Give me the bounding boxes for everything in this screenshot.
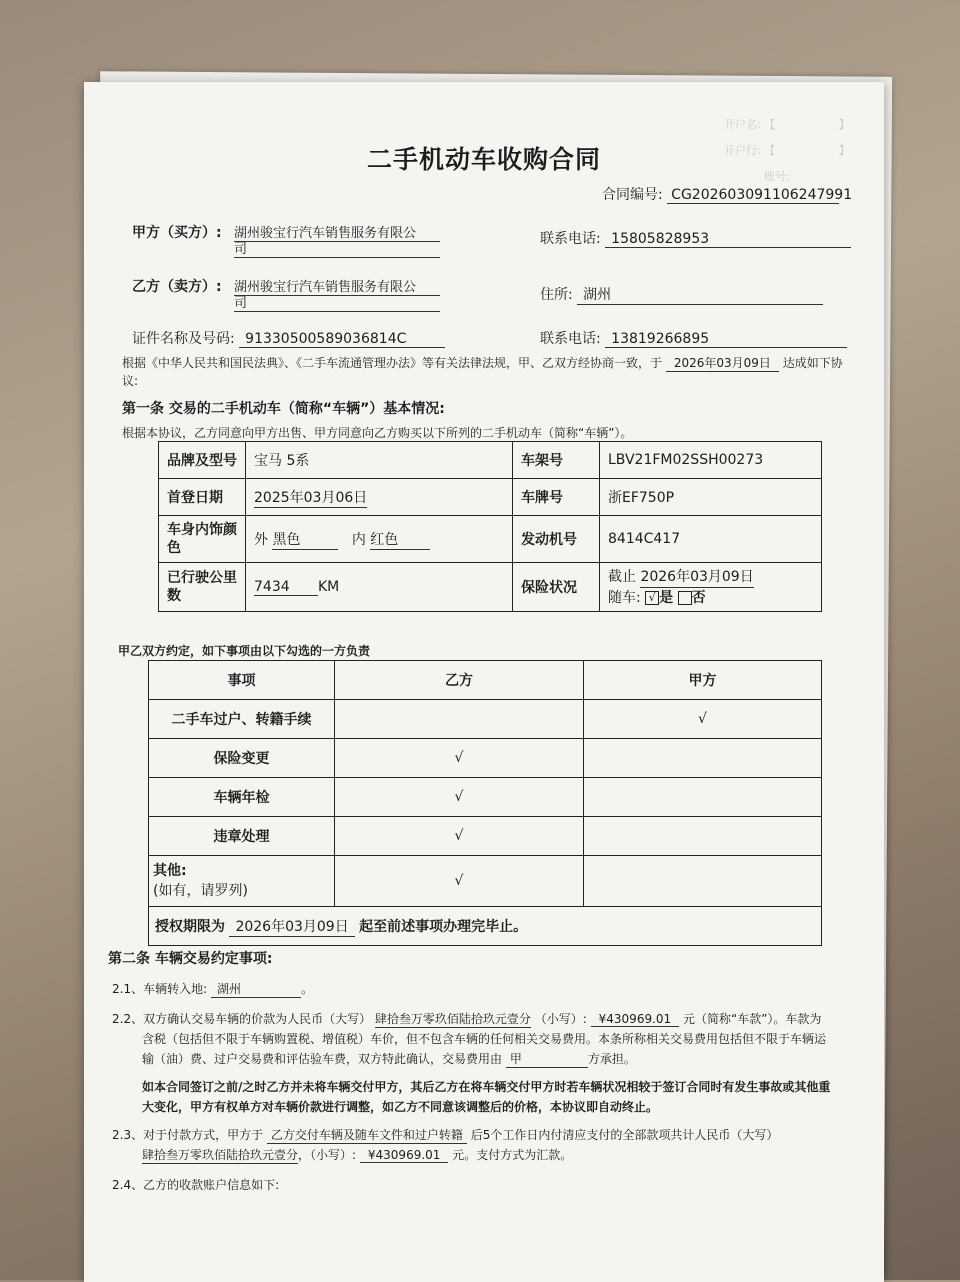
page-title: 二手机动车收购合同 — [366, 145, 601, 174]
party-a-label: 甲方（买方）: — [132, 225, 222, 241]
contract-page — [84, 82, 884, 1282]
preamble: 根据《中华人民共和国民法典》、《二手车流通管理办法》等有关法律法规，甲、乙双方经协商一致，于 2026年03月09日 达成如下协 — [122, 356, 843, 370]
vin-label: 车架号 — [513, 442, 600, 479]
brand-label: 品牌及型号 — [159, 442, 246, 479]
table-row — [149, 739, 822, 778]
table-row — [159, 479, 822, 516]
resp-item: 车辆年检 — [149, 778, 335, 817]
vehicle-info-table — [158, 441, 822, 612]
table-row — [159, 516, 822, 563]
plate-value: 浙EF750P — [600, 479, 822, 516]
col-item-header: 事项 — [149, 661, 335, 700]
party-a-name: 湖州骏宝行汽车销售服务有限公 司 — [234, 222, 440, 258]
insurance-label: 保险状况 — [513, 563, 600, 612]
resp-b-cell[interactable]: √ — [335, 817, 584, 856]
mileage-cell: 7434 KM — [246, 563, 513, 612]
party-b-phone: 联系电话: 13819266895 — [540, 328, 847, 348]
engine-label: 发动机号 — [513, 516, 600, 563]
first-reg-label: 首登日期 — [159, 479, 246, 516]
deadline-row: 授权期限为 2026年03月09日 起至前述事项办理完毕止。 — [149, 907, 822, 946]
interior-color: 红色 — [370, 529, 430, 550]
ghost-account: 账号: — [764, 170, 790, 183]
col-a-header: 甲方 — [584, 661, 822, 700]
article2-heading: 第二条 车辆交易约定事项: — [108, 951, 273, 967]
table-row — [149, 856, 822, 907]
resp-b-cell[interactable]: √ — [335, 778, 584, 817]
engine-value: 8414C417 — [600, 516, 822, 563]
clause-2-3-line2: 肆拾叁万零玖佰陆拾玖元壹分，（小写）: ¥430969.01 元。支付方式为汇款。 — [142, 1148, 573, 1162]
clause-2-4: 2.4、乙方的收款账户信息如下: — [112, 1178, 280, 1192]
color-cell: 外 黑色 内 红色 — [246, 516, 513, 563]
table-row — [149, 778, 822, 817]
resp-a-cell[interactable]: √ — [584, 700, 822, 739]
mileage-value: 7434 — [254, 579, 318, 596]
plate-label: 车牌号 — [513, 479, 600, 516]
resp-item: 违章处理 — [149, 817, 335, 856]
brand-value: 宝马 5系 — [246, 442, 513, 479]
resp-b-cell[interactable] — [335, 700, 584, 739]
resp-a-cell[interactable] — [584, 739, 822, 778]
insurance-cell: 截止 2026年03月09日 随车: √ 是 否 — [600, 563, 822, 612]
responsibility-table — [148, 660, 822, 946]
resp-item: 二手车过户、转籍手续 — [149, 700, 335, 739]
table-row — [159, 563, 822, 612]
party-b-address: 住所: 湖州 — [540, 284, 823, 305]
ghost-bank: 开户行: 【 】 — [724, 144, 850, 157]
resp-other: 其他: (如有，请罗列) — [149, 856, 335, 907]
first-reg-cell — [246, 479, 513, 516]
clause-2-3: 2.3、对于付款方式，甲方于 乙方交付车辆及随车文件和过户转籍 后5个工作日内付清应支付的全部款项共计人民币（大写） — [112, 1128, 779, 1142]
clause-2-2-line2: 含税（包括但不限于车辆购置税、增值税）车价，但不包含车辆的任何相关交易费用。本条所称相关交易费用包括但不限于车辆运 — [142, 1032, 827, 1046]
first-reg-value: 2025年03月06日 — [254, 487, 367, 508]
resp-a-cell[interactable] — [584, 856, 822, 907]
clause-2-2-line3: 输（油）费、过户交易费和评估验车费，双方特此确认，交易费用由 甲 方承担。 — [142, 1052, 636, 1066]
resp-b-cell[interactable]: √ — [335, 856, 584, 907]
table-row — [159, 442, 822, 479]
adjustment-note-2: 大变化，甲方有权单方对车辆价款进行调整，如乙方不同意该调整后的价格，本协议即自动终止。 — [142, 1100, 659, 1114]
deadline-date: 2026年03月09日 — [229, 916, 354, 937]
col-b-header: 乙方 — [335, 661, 584, 700]
resp-a-cell[interactable] — [584, 778, 822, 817]
party-b-name: 湖州骏宝行汽车销售服务有限公 司 — [234, 276, 440, 312]
mileage-label: 已行驶公里 数 — [159, 563, 246, 612]
party-b-id: 证件名称及号码: 91330500589036814C — [132, 328, 445, 348]
responsibility-intro: 甲乙双方约定，如下事项由以下勾选的一方负责 — [118, 644, 371, 658]
article1-intro: 根据本协议，乙方同意向甲方出售、甲方同意向乙方购买以下所列的二手机动车（简称“车辆”）。 — [122, 426, 633, 440]
resp-item: 保险变更 — [149, 739, 335, 778]
party-b-label: 乙方（卖方）: — [132, 279, 222, 295]
table-row — [149, 661, 822, 700]
clause-2-1: 2.1、车辆转入地: 湖州 。 — [112, 982, 313, 996]
ghost-account-name: 开户名: 【 】 — [724, 118, 850, 131]
party-a-phone: 联系电话: 15805828953 — [540, 228, 851, 248]
preamble-line2: 议: — [122, 374, 139, 388]
resp-b-cell[interactable]: √ — [335, 739, 584, 778]
article1-heading: 第一条 交易的二手机动车（简称“车辆”）基本情况: — [122, 401, 445, 417]
vin-value: LBV21FM02SSH00273 — [600, 442, 822, 479]
table-row — [149, 700, 822, 739]
resp-a-cell[interactable] — [584, 817, 822, 856]
yes-checkbox[interactable]: √ — [645, 591, 659, 605]
clause-2-2: 2.2、双方确认交易车辆的价款为人民币（大写） 肆拾叁万零玖佰陆拾玖元壹分 （小写）: ¥430969.01 元（简称“车款”）。车款为 — [112, 1012, 822, 1026]
table-row — [149, 907, 822, 946]
insurance-until: 2026年03月09日 — [640, 567, 753, 588]
exterior-color: 黑色 — [272, 529, 338, 550]
color-label: 车身内饰颜 色 — [159, 516, 246, 563]
table-row — [149, 817, 822, 856]
adjustment-note-1: 如本合同签订之前/之时乙方并未将车辆交付甲方，其后乙方在将车辆交付甲方时若车辆状况相较于签订合同时有发生事故或其他重 — [142, 1080, 831, 1094]
contract-number: 合同编号: CG202603091106247991 — [602, 187, 853, 203]
no-checkbox[interactable] — [678, 591, 692, 605]
